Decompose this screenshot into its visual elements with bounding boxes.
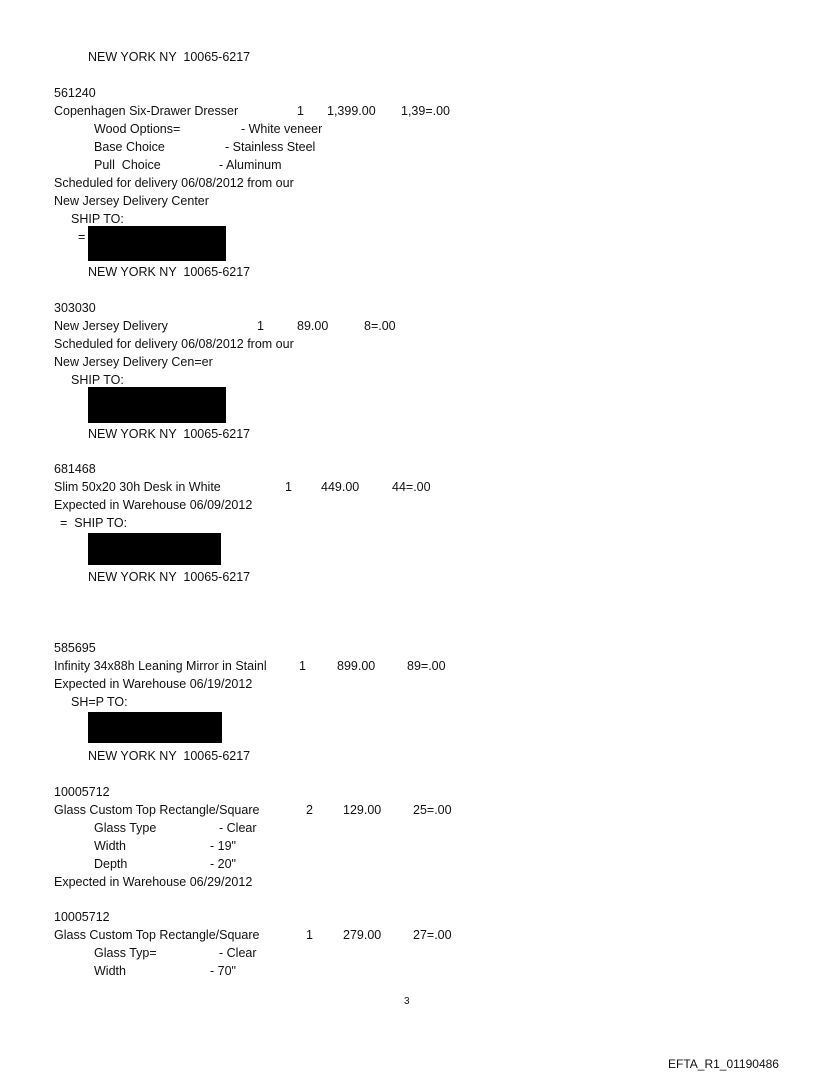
option-label: Pull Choice <box>94 158 161 172</box>
redaction-box <box>88 226 226 261</box>
item-name: New Jersey Delivery <box>54 319 168 333</box>
option-value: - 70" <box>210 964 236 978</box>
item-total: 8=.00 <box>364 319 396 333</box>
bates-number: EFTA_R1_01190486 <box>668 1057 779 1071</box>
item-sku: 561240 <box>54 86 96 100</box>
item-price: 449.00 <box>321 480 360 494</box>
option-value: - Clear <box>219 946 257 960</box>
item-price: 129.00 <box>343 803 382 817</box>
delivery-center: New Jersey Delivery Cen=er <box>54 355 213 369</box>
address-line: NEW YORK NY 10065-6217 <box>88 427 251 441</box>
page-number: 3 <box>404 996 410 1007</box>
ship-to-label: SH=P TO: <box>71 695 128 709</box>
option-value: - White veneer <box>241 122 323 136</box>
item-total: 25=.00 <box>413 803 452 817</box>
address-line: NEW YORK NY 10065-6217 <box>88 265 251 279</box>
item-total: 27=.00 <box>413 928 452 942</box>
item-name: Glass Custom Top Rectangle/Square <box>54 803 260 817</box>
schedule-note: Scheduled for delivery 06/08/2012 from our <box>54 176 294 190</box>
ship-to-label: SHIP TO: <box>71 373 124 387</box>
address-line: NEW YORK NY 10065-6217 <box>88 749 251 763</box>
item-qty: 1 <box>306 928 313 942</box>
ship-to-label: SHIP TO: <box>71 212 124 226</box>
item-price: 89.00 <box>297 319 329 333</box>
item-qty: 1 <box>299 659 306 673</box>
option-value: - Stainless Steel <box>225 140 316 154</box>
item-sku: 303030 <box>54 301 96 315</box>
item-sku: 10005712 <box>54 785 110 799</box>
option-label: Glass Type <box>94 821 157 835</box>
item-name: Copenhagen Six-Drawer Dresser <box>54 104 239 118</box>
item-price: 899.00 <box>337 659 376 673</box>
item-price: 1,399.00 <box>327 104 376 118</box>
item-sku: 10005712 <box>54 910 110 924</box>
warehouse-note: Expected in Warehouse 06/29/2012 <box>54 875 253 889</box>
equals-mark: = <box>78 230 86 244</box>
item-sku: 681468 <box>54 462 96 476</box>
item-name: Infinity 34x88h Leaning Mirror in Stainl <box>54 659 267 673</box>
item-qty: 1 <box>257 319 264 333</box>
item-total: 89=.00 <box>407 659 446 673</box>
redaction-box <box>88 533 221 565</box>
option-value: - 20" <box>210 857 236 871</box>
option-label: Depth <box>94 857 128 871</box>
item-qty: 2 <box>306 803 313 817</box>
item-price: 279.00 <box>343 928 382 942</box>
item-sku: 585695 <box>54 641 96 655</box>
address-line: NEW YORK NY 10065-6217 <box>88 50 251 64</box>
address-line: NEW YORK NY 10065-6217 <box>88 570 251 584</box>
item-name: Glass Custom Top Rectangle/Square <box>54 928 260 942</box>
warehouse-note: Expected in Warehouse 06/09/2012 <box>54 498 253 512</box>
warehouse-note: Expected in Warehouse 06/19/2012 <box>54 677 253 691</box>
redaction-box <box>88 387 226 423</box>
option-label: Width <box>94 964 126 978</box>
item-name: Slim 50x20 30h Desk in White <box>54 480 221 494</box>
option-value: - Clear <box>219 821 257 835</box>
option-label: Width <box>94 839 126 853</box>
option-value: - Aluminum <box>219 158 282 172</box>
ship-to-label: = SHIP TO: <box>60 516 128 530</box>
option-label: Glass Typ= <box>94 946 157 960</box>
option-label: Wood Options= <box>94 122 181 136</box>
item-qty: 1 <box>297 104 304 118</box>
redaction-box <box>88 712 222 743</box>
schedule-note: Scheduled for delivery 06/08/2012 from our <box>54 337 294 351</box>
item-total: 1,39=.00 <box>401 104 451 118</box>
option-value: - 19" <box>210 839 236 853</box>
item-total: 44=.00 <box>392 480 431 494</box>
option-label: Base Choice <box>94 140 165 154</box>
delivery-center: New Jersey Delivery Center <box>54 194 209 208</box>
item-qty: 1 <box>285 480 292 494</box>
